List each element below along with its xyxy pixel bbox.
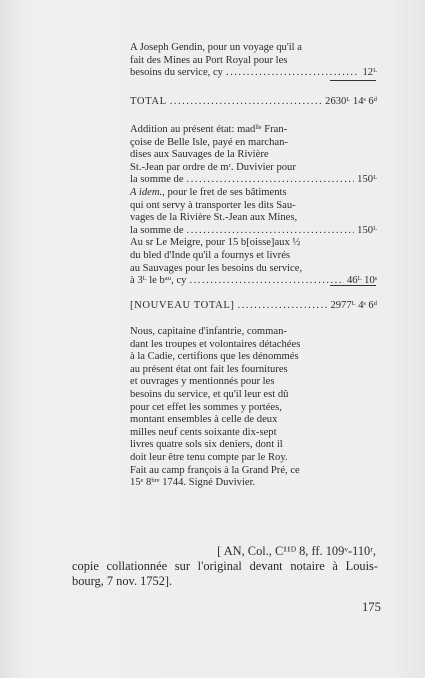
certification-line: milles neuf cents soixante dix-sept bbox=[130, 426, 277, 438]
certification-line: besoins du service, et qu'il leur est dû bbox=[130, 388, 289, 400]
source-note-line: bourg, 7 nov. 1752]. bbox=[72, 574, 173, 589]
entry-amount: 12ᴸ bbox=[362, 67, 377, 79]
entry-line: qui ont servy à transporter les dits Sau- bbox=[130, 199, 296, 211]
new-total-amount: 2977ᴸ 4ˢ 6ᵈ bbox=[330, 300, 377, 311]
certification-line: montant ensembles à celle de deux bbox=[130, 414, 278, 426]
dot-leader bbox=[170, 96, 322, 109]
entry-line: A idem., pour le fret de ses bâtiments bbox=[130, 186, 287, 198]
certification-line: dant les troupes et volontaires détachées bbox=[130, 338, 301, 350]
entry-line: la somme de bbox=[130, 224, 184, 236]
certification-line: 15ᵉ 8ᵇʳᵉ 1744. Signé Duvivier. bbox=[130, 477, 256, 489]
entry-line: vages de la Rivière St.-Jean aux Mines, bbox=[130, 212, 298, 224]
entry-amount: 46ᴸ 10ˢ bbox=[346, 275, 377, 287]
source-note bbox=[72, 544, 378, 590]
entry-line: St.-Jean par ordre de mʳ. Duvivier pour bbox=[130, 161, 296, 173]
certification-line: Nous, capitaine d'infantrie, comman- bbox=[130, 326, 287, 337]
total-row bbox=[130, 96, 377, 109]
dot-leader bbox=[189, 275, 343, 288]
new-total-row bbox=[130, 300, 377, 313]
certification-line: et ouvrages y mentionnés pour les bbox=[130, 376, 275, 388]
certification-line: à la Cadie, certifions que les dénommés bbox=[130, 351, 299, 363]
certification bbox=[130, 326, 377, 490]
sum-rule bbox=[330, 285, 376, 286]
dot-leader bbox=[226, 67, 360, 80]
entry-line: au Sauvages pour les besoins du service, bbox=[130, 262, 303, 274]
dot-leader bbox=[187, 225, 355, 238]
entry-amount: 150ᴸ bbox=[357, 224, 377, 236]
entry-gendin bbox=[130, 42, 377, 80]
new-total-label: [NOUVEAU TOTAL] bbox=[130, 300, 235, 311]
certification-line: au présent état ont fait les fournitures bbox=[130, 363, 288, 375]
entry-line: fait des Mines au Port Royal pour les bbox=[130, 54, 288, 66]
entry-amount-row bbox=[130, 67, 377, 80]
sum-rule bbox=[330, 80, 376, 81]
entry-line: du bled d'Inde qu'il a fournys et livrés bbox=[130, 249, 291, 261]
certification-line: livres quatre sols six deniers, dont il bbox=[130, 439, 283, 451]
certification-line: pour cet effet les sommes y portées, bbox=[130, 401, 282, 413]
entry-amount: 150ᴸ bbox=[357, 174, 377, 186]
total-amount: 2630ᴸ 14ˢ 6ᵈ bbox=[325, 96, 377, 107]
dot-leader bbox=[238, 300, 328, 313]
entry-addition bbox=[130, 124, 377, 288]
entry-line: dises aux Sauvages de la Rivière bbox=[130, 149, 269, 161]
entry-line: à 3ᴸ le bᵃᵘ, cy bbox=[130, 275, 187, 287]
certification-line: doit leur être tenu compte par le Roy. bbox=[130, 451, 288, 463]
entry-line: la somme de bbox=[130, 174, 184, 186]
entry-line: besoins du service, cy bbox=[130, 67, 223, 79]
dot-leader bbox=[187, 174, 355, 187]
entry-line: Addition au présent état: madˡˡᵉ Fran- bbox=[130, 124, 288, 135]
source-note-line: copie collationnée sur l'original devant notaire à Louis- bbox=[72, 559, 378, 574]
certification-line: Fait au camp françois à la Grand Pré, ce bbox=[130, 464, 300, 476]
source-note-line: [ AN, Col., C¹¹ᴰ 8, ff. 109ᵛ-110ʳ, bbox=[217, 544, 376, 558]
entry-line: çoise de Belle Isle, payé en marchan- bbox=[130, 136, 288, 148]
entry-line: A Joseph Gendin, pour un voyage qu'il a bbox=[130, 42, 302, 53]
entry-line: Au sr Le Meigre, pour 15 b[oisse]aux ½ bbox=[130, 237, 301, 249]
total-label: TOTAL bbox=[130, 96, 167, 107]
page-number: 175 bbox=[362, 600, 381, 614]
